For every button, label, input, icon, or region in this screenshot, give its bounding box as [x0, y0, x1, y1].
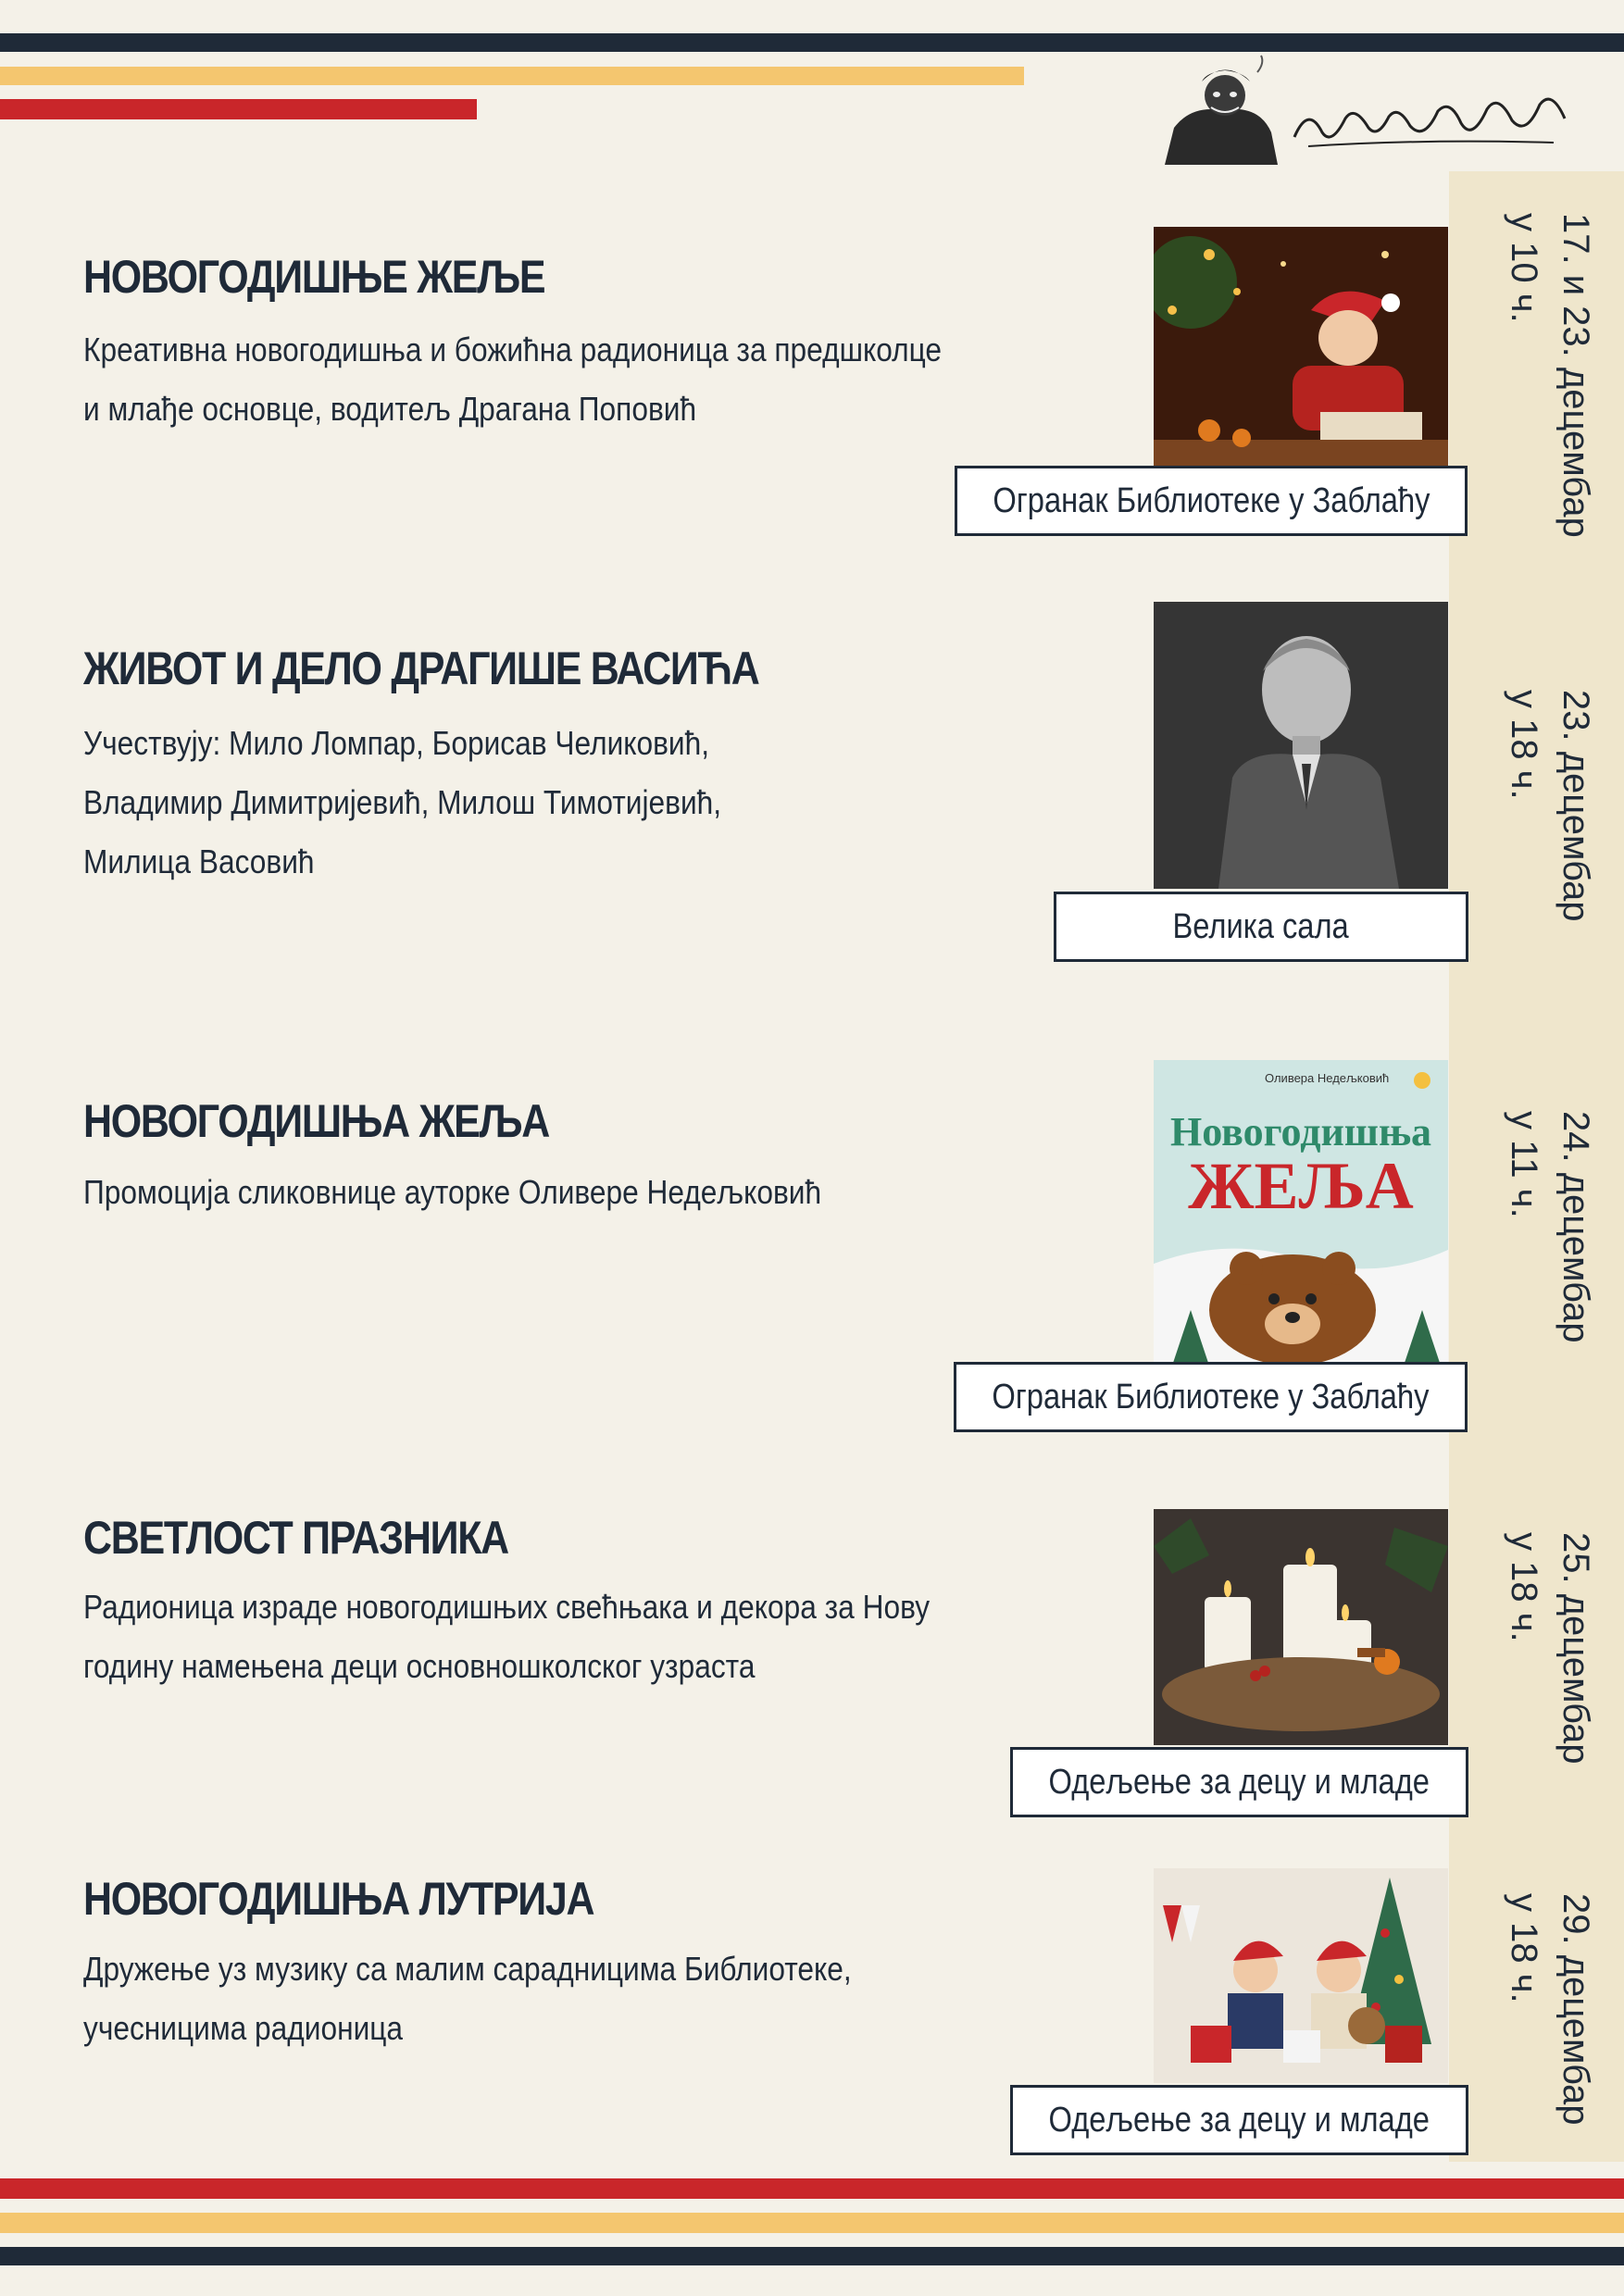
event-photo-portrait: [1154, 602, 1448, 889]
event-description-line: Промоција сликовнице ауторке Оливере Недељковић: [83, 1173, 822, 1211]
event-description-line: Креативна новогодишња и божићна радионица за предшколце: [83, 331, 943, 368]
event-date-time: у 10 ч.: [1504, 213, 1544, 323]
event-date: [1491, 1893, 1602, 2152]
event-photo-children-gifts: [1154, 1868, 1448, 2083]
book-title-line1: Новогодишња: [1169, 1109, 1432, 1154]
event-venue: Огранак Библиотеке у Заблаћу: [954, 1362, 1468, 1432]
event-venue: Велика сала: [1054, 892, 1468, 962]
event-title: СВЕТЛОСТ ПРАЗНИКА: [83, 1512, 508, 1564]
book-author: Оливера Недељковић: [1265, 1071, 1390, 1085]
event-photo-book-cover: [1154, 1060, 1448, 1366]
event-description: [83, 1578, 930, 1696]
event-description-line: Дружење уз музику са малим сарадницима Библиотеке,: [83, 1950, 852, 1988]
event-date: [1491, 690, 1602, 949]
event-description-line: Милица Васовић: [83, 842, 315, 880]
event-venue: Одељење за децу и младе: [1010, 2085, 1468, 2155]
event-date-time: у 18 ч.: [1504, 1532, 1544, 1642]
event-date: [1491, 213, 1602, 546]
event-description: [83, 320, 942, 439]
event-date-day: 25. децембар: [1555, 1532, 1596, 1765]
portrait-signature-logo: [1146, 54, 1581, 174]
event-date-time: у 18 ч.: [1504, 1893, 1544, 2003]
event-venue: Одељење за децу и младе: [1010, 1747, 1468, 1817]
event-title: НОВОГОДИШЊА ЛУТРИЈА: [83, 1873, 594, 1925]
event-photo-candles: [1154, 1509, 1448, 1745]
event-date-time: у 18 ч.: [1504, 690, 1544, 800]
event-title: ЖИВОТ И ДЕЛО ДРАГИШЕ ВАСИЋА: [83, 643, 759, 694]
event-date: [1491, 1532, 1602, 1791]
event-description-line: Владимир Димитријевић, Милош Тимотијевић,: [83, 783, 722, 821]
event-description-line: Радионица израде новогодишњих свећњака и декора за Нову: [83, 1588, 931, 1626]
event-date-day: 24. децембар: [1555, 1111, 1596, 1343]
top-stripe-navy: [0, 33, 1624, 52]
event-description-line: годину намењена деци основношколског узраста: [83, 1647, 756, 1685]
event-description-line: и млађе основце, водитељ Драгана Поповић: [83, 390, 697, 428]
bottom-stripe-red: [0, 2178, 1624, 2199]
event-date-time: у 11 ч.: [1504, 1111, 1544, 1218]
event-title: НОВОГОДИШЊА ЖЕЉА: [83, 1095, 550, 1147]
event-description-line: Учествују: Мило Ломпар, Борисав Челиковић,: [83, 724, 710, 762]
bottom-stripe-yellow: [0, 2213, 1624, 2233]
bottom-stripe-navy: [0, 2247, 1624, 2265]
event-description: [83, 1163, 821, 1222]
top-stripe-red: [0, 99, 477, 119]
event-title: НОВОГОДИШЊЕ ЖЕЉЕ: [83, 251, 545, 303]
event-description: [83, 1940, 852, 2058]
event-photo-child-santa-hat: [1154, 227, 1448, 466]
book-title-line2: ЖЕЉА: [1188, 1149, 1414, 1223]
event-venue: Огранак Библиотеке у Заблаћу: [955, 466, 1468, 536]
event-date-day: 23. децембар: [1555, 690, 1596, 922]
library-logo: [1146, 54, 1581, 174]
event-description: [83, 714, 721, 892]
event-date-day: 17. и 23. децембар: [1555, 213, 1596, 538]
event-date: [1491, 1111, 1602, 1370]
event-description-line: учесницима радионица: [83, 2009, 404, 2047]
event-date-day: 29. децембар: [1555, 1893, 1596, 2126]
top-stripe-yellow: [0, 67, 1024, 85]
